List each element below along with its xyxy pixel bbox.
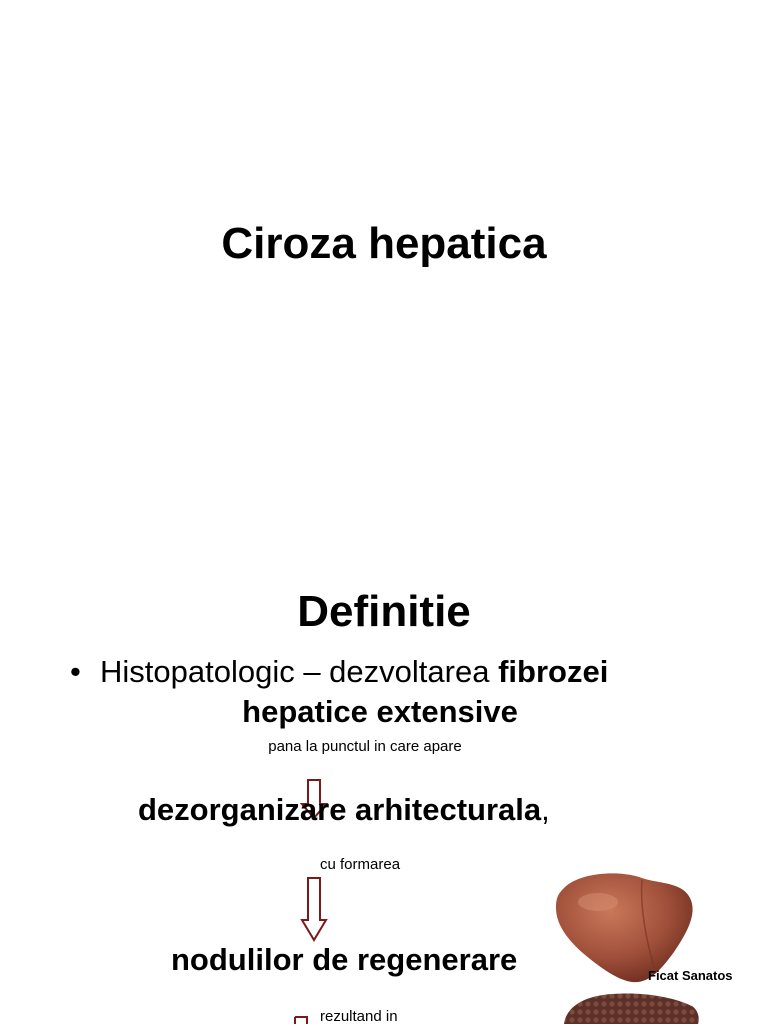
bullet-item: [70, 652, 608, 692]
step1-note: pana la punctul in care apare: [268, 738, 462, 755]
bullet-symbol: •: [70, 654, 81, 689]
step2-bold-text: dezorganizare arhitecturala: [138, 792, 542, 827]
step4-bold-text: nodulilor de regenerare: [171, 942, 518, 977]
slide-title: Ciroza hepatica: [221, 219, 547, 268]
step3-note: cu formarea: [320, 856, 401, 873]
step2-comma: ,: [541, 792, 550, 827]
bullet-bold-fibrozei: fibrozei: [498, 654, 609, 689]
definition-heading: Definitie: [297, 587, 471, 636]
down-arrow-icon: [292, 1016, 310, 1024]
step2-line: [138, 790, 550, 830]
bullet-intro-text: Histopatologic – dezvoltarea: [100, 654, 499, 689]
step5-note: rezultand in: [320, 1008, 398, 1025]
bullet-bold-continuation: hepatice extensive: [242, 694, 518, 729]
down-arrow-icon: [300, 876, 328, 942]
liver-image-caption: Ficat Sanatos: [648, 968, 733, 983]
cirrhotic-liver-image: [552, 992, 702, 1029]
